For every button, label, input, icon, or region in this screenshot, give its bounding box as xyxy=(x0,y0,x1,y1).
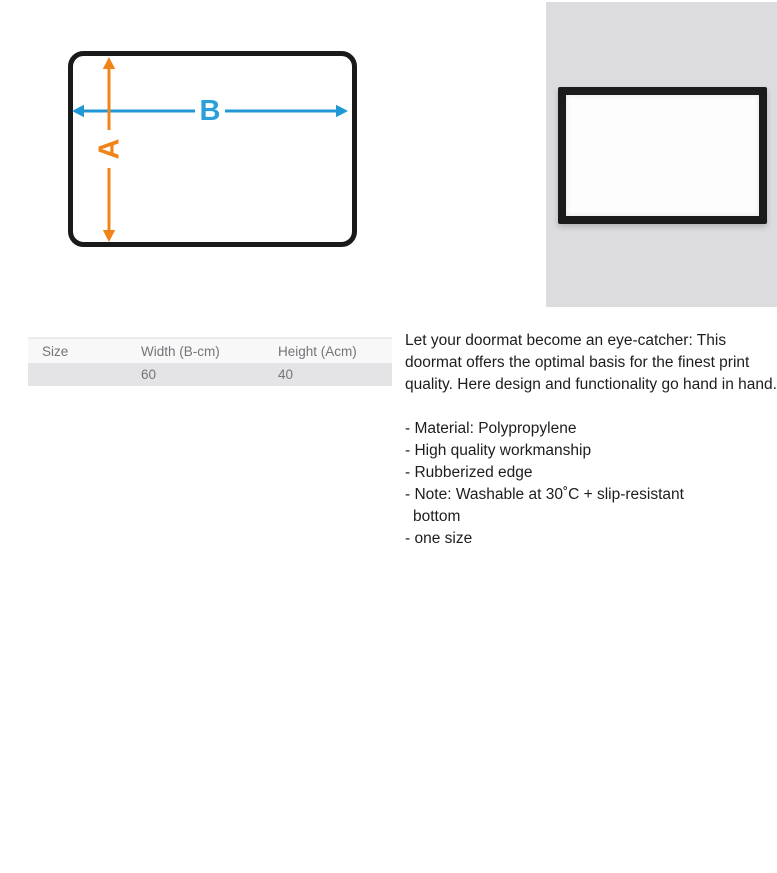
column-header-size: Size xyxy=(42,343,69,359)
column-header-width: Width (B-cm) xyxy=(141,343,220,359)
paragraph-spacer xyxy=(405,396,765,418)
cell-width-value: 60 xyxy=(141,367,157,382)
dimension-diagram xyxy=(55,40,365,255)
bullet-rubberized-edge: - Rubberized edge xyxy=(405,464,533,481)
description-line: Let your doormat become an eye-catcher: This xyxy=(405,332,727,349)
height-label: A xyxy=(93,138,126,160)
size-table-header-row xyxy=(28,337,392,363)
bullet-note-washable-wrap: bottom xyxy=(413,508,461,525)
description-line: quality. Here design and functionality go hand in hand. xyxy=(405,376,777,393)
product-description xyxy=(405,330,777,550)
size-table-data-row xyxy=(28,363,392,386)
doormat-surface xyxy=(566,95,759,216)
bullet-one-size: - one size xyxy=(405,530,473,547)
width-label: B xyxy=(199,95,221,127)
size-table xyxy=(28,337,392,386)
product-photo-panel xyxy=(546,2,777,307)
bullet-workmanship: - High quality workmanship xyxy=(405,442,592,459)
description-line: doormat offers the optimal basis for the finest print xyxy=(405,354,750,371)
bullet-material: - Material: Polypropylene xyxy=(405,420,577,437)
bullet-note-washable: - Note: Washable at 30˚C + slip-resistant xyxy=(405,486,684,503)
cell-height-value: 40 xyxy=(278,367,294,382)
column-header-height: Height (Acm) xyxy=(278,343,357,359)
doormat-photo xyxy=(558,87,767,224)
